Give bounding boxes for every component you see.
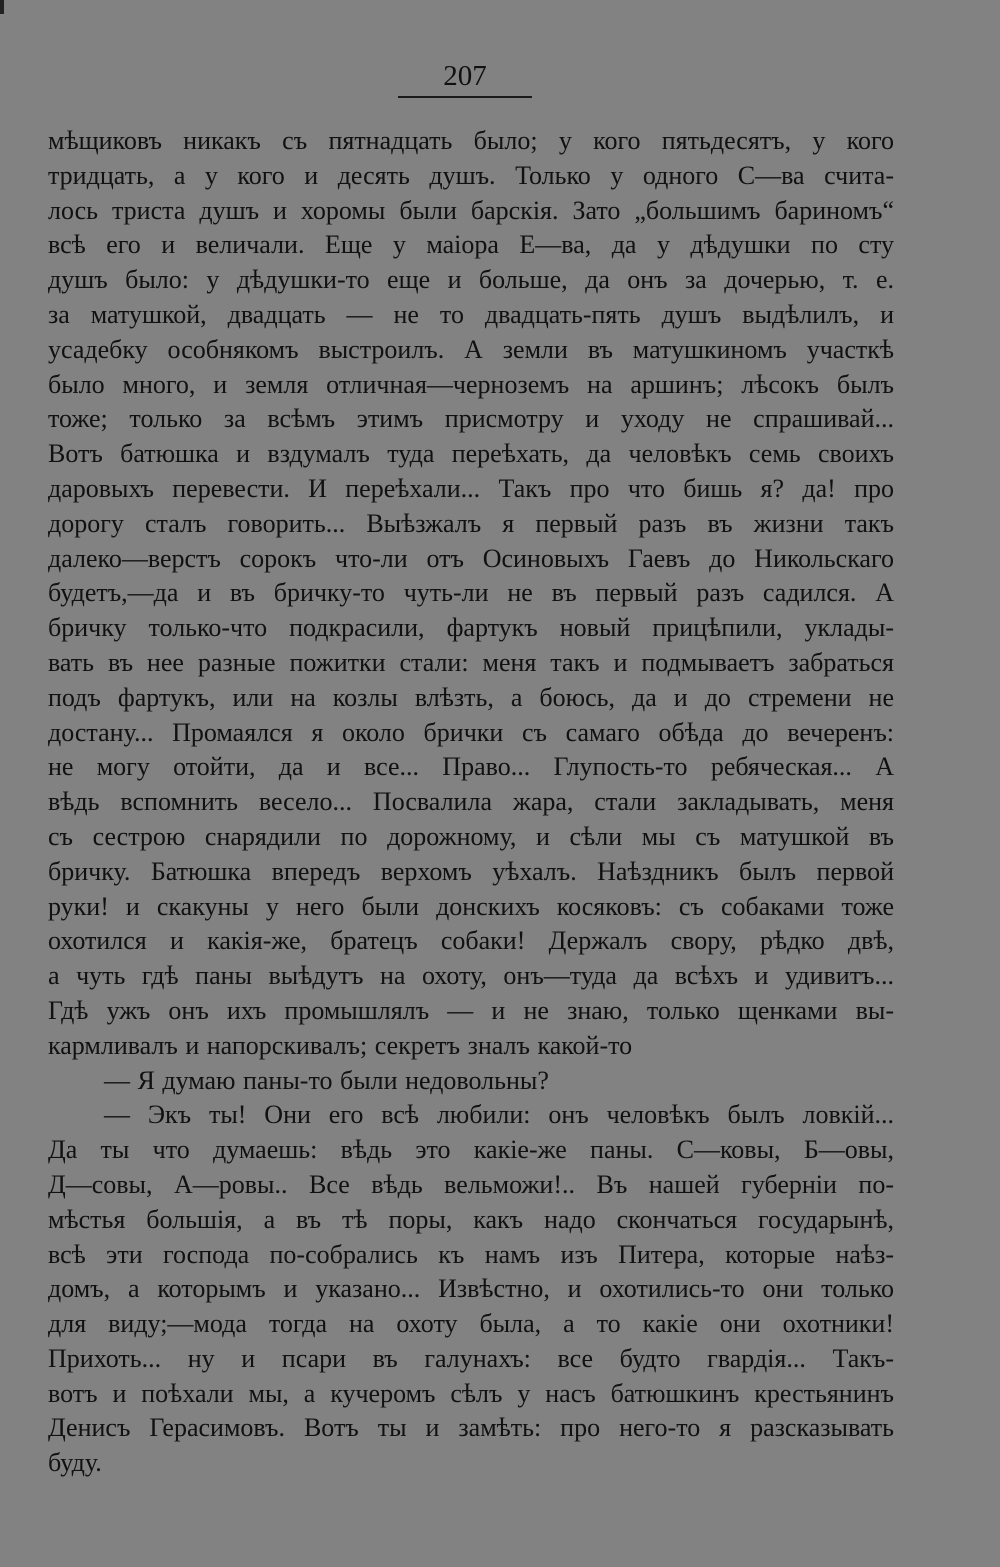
text-line-12: дорогу сталъ говорить... Выѣзжалъ я первый разъ въ жизни такъ xyxy=(48,508,894,538)
page-number: 207 xyxy=(443,60,487,92)
dialogue-line-answer: — Экъ ты! Они его всѣ любили: онъ человѣкъ былъ ловкiй... xyxy=(104,1100,894,1130)
text-line-31: Д—совы, А—ровы.. Все вѣдь вельможи!.. Въ нашей губерніи по- xyxy=(48,1169,894,1199)
text-line-23: руки! и скакуны у него были донскихъ косяковъ: съ собаками тоже xyxy=(48,891,894,921)
text-line-8: было много, и земля отличная—черноземъ на аршинъ; лѣсокъ былъ xyxy=(48,369,894,399)
text-line-9: тоже; только за всѣмъ этимъ присмотру и уходу не спрашивай... xyxy=(48,404,894,434)
text-line-19: не могу отойти, да и все... Право... Глупость-то ребяческая... А xyxy=(48,752,894,782)
text-line-37: вотъ и поѣхали мы, а кучеромъ сѣлъ у насъ батюшкинъ крестьянинъ xyxy=(48,1378,894,1408)
text-line-21: съ сестрою снарядили по дорожному, и сѣли мы съ матушкой въ xyxy=(48,821,894,851)
text-line-16: вать въ нее разные пожитки стали: меня такъ и подмываетъ забраться xyxy=(48,647,894,677)
text-line-20: вѣдь вспомнить весело... Посвалила жара, стали закладывать, меня xyxy=(48,787,894,817)
text-line-27: кармливалъ и напорскивалъ; секретъ зналъ какой-то xyxy=(48,1030,633,1060)
text-line-22: бричку. Батюшка впередъ верхомъ уѣхалъ. Наѣздникъ былъ первой xyxy=(48,856,894,886)
text-line-35: для виду;—мода тогда на охоту была, а то какiе они охотники! xyxy=(48,1309,894,1339)
text-line-10: Вотъ батюшка и вздумалъ туда переѣхать, да человѣкъ семь своихъ xyxy=(48,439,894,469)
body-text xyxy=(48,124,894,1481)
text-line-32: мѣстья большiя, а въ тѣ поры, какъ надо скончаться государынѣ, xyxy=(48,1204,894,1234)
dialogue-line-question: — Я думаю паны-то были недовольны? xyxy=(104,1065,549,1095)
text-line-11: даровыхъ перевести. И переѣхали... Такъ про что бишь я? да! про xyxy=(48,473,894,503)
text-line-36: Прихоть... ну и псари въ галунахъ: все будто гвардія... Такъ- xyxy=(48,1343,894,1373)
text-line-30: Да ты что думаешь: вѣдь это какiе-же паны. С—ковы, Б—овы, xyxy=(48,1135,894,1165)
text-line-2: тридцать, а у кого и десять душъ. Только у одного С—ва счита- xyxy=(48,160,894,190)
text-line-13: далеко—верстъ сорокъ что-ли отъ Осиновыхъ Гаевъ до Никольскаго xyxy=(48,543,894,573)
header-rule xyxy=(398,96,532,98)
text-line-7: усадебку особнякомъ выстроилъ. А земли въ матушкиномъ участкѣ xyxy=(48,334,894,364)
text-line-14: будетъ,—да и въ бричку-то чуть-ли не въ первый разъ садился. А xyxy=(48,578,894,608)
text-line-18: достану... Промаялся я около брички съ самаго обѣда до вечеренъ: xyxy=(48,717,894,747)
text-line-4: всѣ его и величали. Еще у маiора Е—ва, да у дѣдушки по сту xyxy=(48,230,894,260)
text-line-25: а чуть гдѣ паны выѣдутъ на охоту, онъ—туда да всѣхъ и удивитъ... xyxy=(48,961,894,991)
text-line-3: лось триста душъ и хоромы были барскія. Зато „большимъ бариномъ“ xyxy=(48,195,894,225)
text-line-24: охотился и какія-же, братецъ собаки! Держалъ свору, рѣдко двѣ, xyxy=(48,926,894,956)
text-line-26: Гдѣ ужъ онъ ихъ промышлялъ — и не знаю, только щенками вы- xyxy=(48,995,894,1025)
text-line-5: душъ было: у дѣдушки-то еще и больше, да онъ за дочерью, т. е. xyxy=(48,265,894,295)
text-line-38: Денисъ Герасимовъ. Вотъ ты и замѣть: про него-то я разсказывать xyxy=(48,1413,894,1443)
text-line-17: подъ фартукъ, или на козлы влѣзть, а боюсь, да и до стремени не xyxy=(48,682,894,712)
text-line-39: буду. xyxy=(48,1448,102,1478)
text-line-34: домъ, а которымъ и указано... Извѣстно, и охотились-то они только xyxy=(48,1274,894,1304)
text-line-33: всѣ эти господа по-собрались къ намъ изъ Питера, которые наѣз- xyxy=(48,1239,894,1269)
scan-edge-mark xyxy=(0,0,4,14)
text-line-6: за матушкой, двадцать — не то двадцать-пять душъ выдѣлилъ, и xyxy=(48,299,894,329)
text-line-15: бричку только-что подкрасили, фартукъ новый прицѣпили, уклады- xyxy=(48,613,894,643)
text-line-1: мѣщиковъ никакъ съ пятнадцать было; у кого пятьдесятъ, у кого xyxy=(48,126,894,155)
